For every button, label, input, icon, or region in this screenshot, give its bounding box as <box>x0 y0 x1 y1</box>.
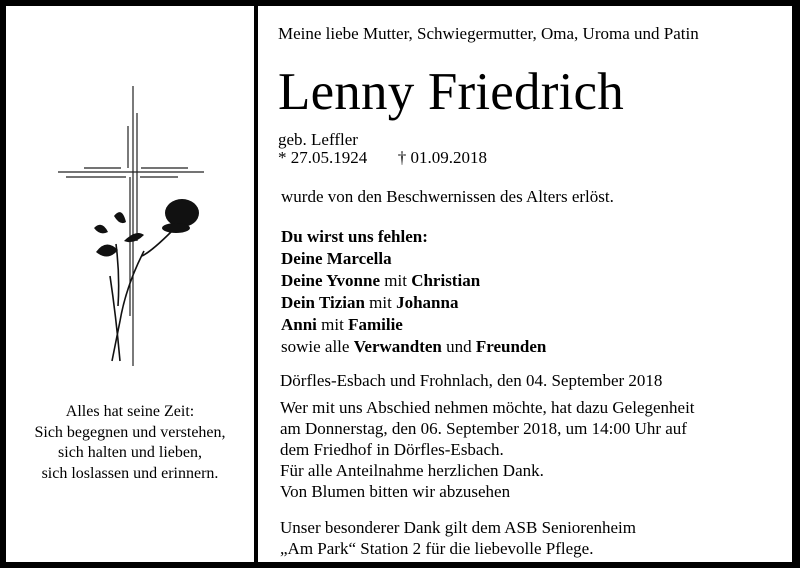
family-line <box>281 314 546 336</box>
family-name: Christian <box>411 271 481 290</box>
verse-line: Sich begegnen und verstehen, <box>34 423 226 441</box>
info-line: Wer mit uns Abschied nehmen möchte, hat dazu Gelegenheit <box>280 398 695 417</box>
info-line: Von Blumen bitten wir abzusehen <box>280 482 511 501</box>
family-line <box>281 270 546 292</box>
verse <box>6 402 254 484</box>
left-panel <box>6 6 254 562</box>
family-name: Deine Yvonne <box>281 271 381 290</box>
life-dates <box>278 148 487 168</box>
family-line <box>281 336 546 358</box>
family-name: Verwandten <box>353 337 442 356</box>
family-name: Anni <box>281 315 317 334</box>
verse-line: sich halten und lieben, <box>58 444 202 461</box>
info-line: Für alle Anteilnahme herzlichen Dank. <box>280 461 544 480</box>
thanks-line: Unser besonderer Dank gilt dem ASB Seniorenheim <box>280 518 636 537</box>
birth-name: geb. Leffler <box>278 130 358 149</box>
connector-text: sowie alle <box>281 337 354 356</box>
family-name: Dein Tizian <box>281 293 365 312</box>
intro-text: Meine liebe Mutter, Schwiegermutter, Oma, Uroma und Patin <box>278 24 699 43</box>
verse-line: Alles hat seine Zeit: <box>65 403 195 420</box>
right-panel <box>258 6 792 562</box>
funeral-info <box>280 397 695 502</box>
connector-text: mit <box>380 271 412 290</box>
released-text: wurde von den Beschwernissen des Alters erlöst. <box>281 187 614 206</box>
connector-text: und <box>441 337 476 356</box>
death-date: † 01.09.2018 <box>397 148 487 167</box>
connector-text: mit <box>316 315 349 334</box>
info-line: am Donnerstag, den 06. September 2018, um 14:00 Uhr auf <box>280 419 687 438</box>
special-thanks <box>280 517 636 559</box>
info-line: dem Friedhof in Dörfles-Esbach. <box>280 440 504 459</box>
connector-text: mit <box>364 293 397 312</box>
family-name: Freunden <box>475 337 547 356</box>
place-date: Dörfles-Esbach und Frohnlach, den 04. September 2018 <box>280 371 663 390</box>
family-name: Johanna <box>396 293 459 312</box>
cross-with-rose-icon <box>54 76 214 376</box>
verse-line: sich loslassen und erinnern. <box>41 464 219 482</box>
family-name: Familie <box>348 315 403 334</box>
thanks-line: „Am Park“ Station 2 für die liebevolle Pflege. <box>280 539 594 558</box>
family-heading: Du wirst uns fehlen: <box>281 227 428 246</box>
family-line <box>281 248 546 270</box>
birth-date: * 27.05.1924 <box>278 148 368 167</box>
deceased-name: Lenny Friedrich <box>278 63 624 121</box>
family-line <box>281 292 546 314</box>
family-name: Deine Marcella <box>281 249 392 268</box>
family-list <box>281 226 546 358</box>
